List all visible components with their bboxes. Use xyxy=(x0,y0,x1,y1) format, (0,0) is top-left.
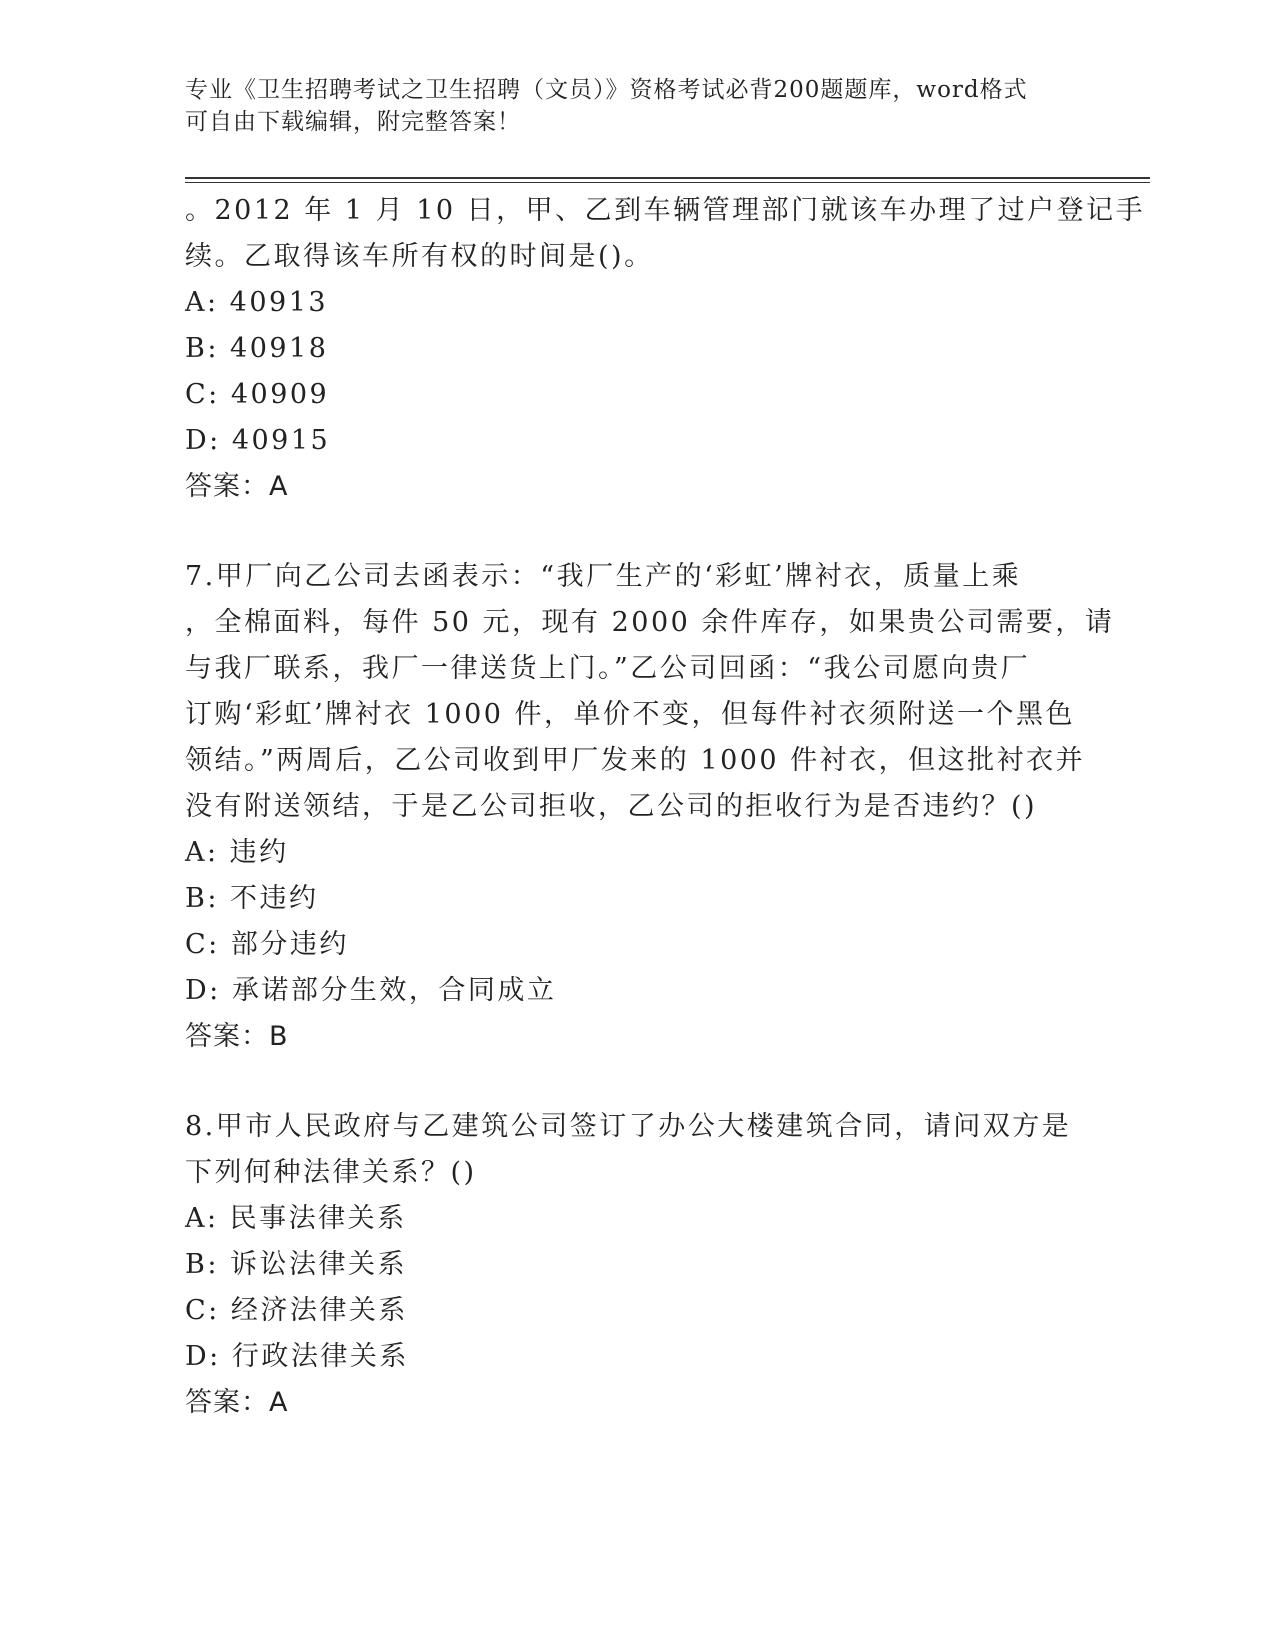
document-header xyxy=(185,74,1075,138)
question-stem-line: 与我厂联系，我厂一律送货上门。”乙公司回函：“我公司愿向贵厂 xyxy=(185,653,1031,684)
option-b: B: 40918 xyxy=(185,333,329,364)
answer-line: 答案：A xyxy=(185,471,289,502)
header-title-line-1: 专业《卫生招聘考试之卫生招聘（文员）》资格考试必背200题题库，word格式 xyxy=(185,77,1028,103)
answer-line: 答案：A xyxy=(185,1387,289,1418)
option-b: B: 诉讼法律关系 xyxy=(185,1249,408,1280)
question-list xyxy=(185,188,1146,1426)
option-c: C: 经济法律关系 xyxy=(185,1295,408,1326)
option-c: C: 部分违约 xyxy=(185,929,349,960)
header-rule-thin xyxy=(185,182,1150,183)
question-spacer xyxy=(185,510,1085,554)
question-7 xyxy=(185,554,1115,1060)
question-6 xyxy=(185,188,1146,510)
question-stem-line: 8.甲市人民政府与乙建筑公司签订了办公大楼建筑合同，请问双方是 xyxy=(185,1111,1072,1142)
question-stem-line: ，全棉面料，每件 50 元，现有 2000 余件库存，如果贵公司需要，请 xyxy=(185,607,1115,638)
question-8 xyxy=(185,1104,1085,1426)
header-title-line-2: 可自由下载编辑，附完整答案！ xyxy=(185,109,521,135)
option-d: D: 承诺部分生效，合同成立 xyxy=(185,975,557,1006)
header-rule-thick xyxy=(185,177,1150,179)
option-d: D: 40915 xyxy=(185,425,331,456)
option-a: A: 40913 xyxy=(185,287,329,318)
question-stem-line: 续。乙取得该车所有权的时间是()。 xyxy=(185,241,654,272)
question-stem-line: 订购‘彩虹’牌衬衣 1000 件，单价不变，但每件衬衣须附送一个黑色 xyxy=(185,699,1076,730)
question-stem-line: 没有附送领结，于是乙公司拒收，乙公司的拒收行为是否违约？() xyxy=(185,791,1038,822)
question-stem-line: 7.甲厂向乙公司去函表示：“我厂生产的‘彩虹’牌衬衣，质量上乘 xyxy=(185,561,1022,592)
answer-line: 答案：B xyxy=(185,1021,289,1052)
option-a: A: 违约 xyxy=(185,837,289,868)
question-stem-line: 领结。”两周后，乙公司收到甲厂发来的 1000 件衬衣，但这批衬衣并 xyxy=(185,745,1086,776)
question-spacer xyxy=(185,1060,1085,1104)
option-d: D: 行政法律关系 xyxy=(185,1341,409,1372)
question-stem-line: 下列何种法律关系？() xyxy=(185,1157,477,1188)
option-b: B: 不违约 xyxy=(185,883,319,914)
question-stem-line: 。2012 年 1 月 10 日，甲、乙到车辆管理部门就该车办理了过户登记手 xyxy=(185,195,1146,226)
option-c: C: 40909 xyxy=(185,379,330,410)
option-a: A: 民事法律关系 xyxy=(185,1203,407,1234)
